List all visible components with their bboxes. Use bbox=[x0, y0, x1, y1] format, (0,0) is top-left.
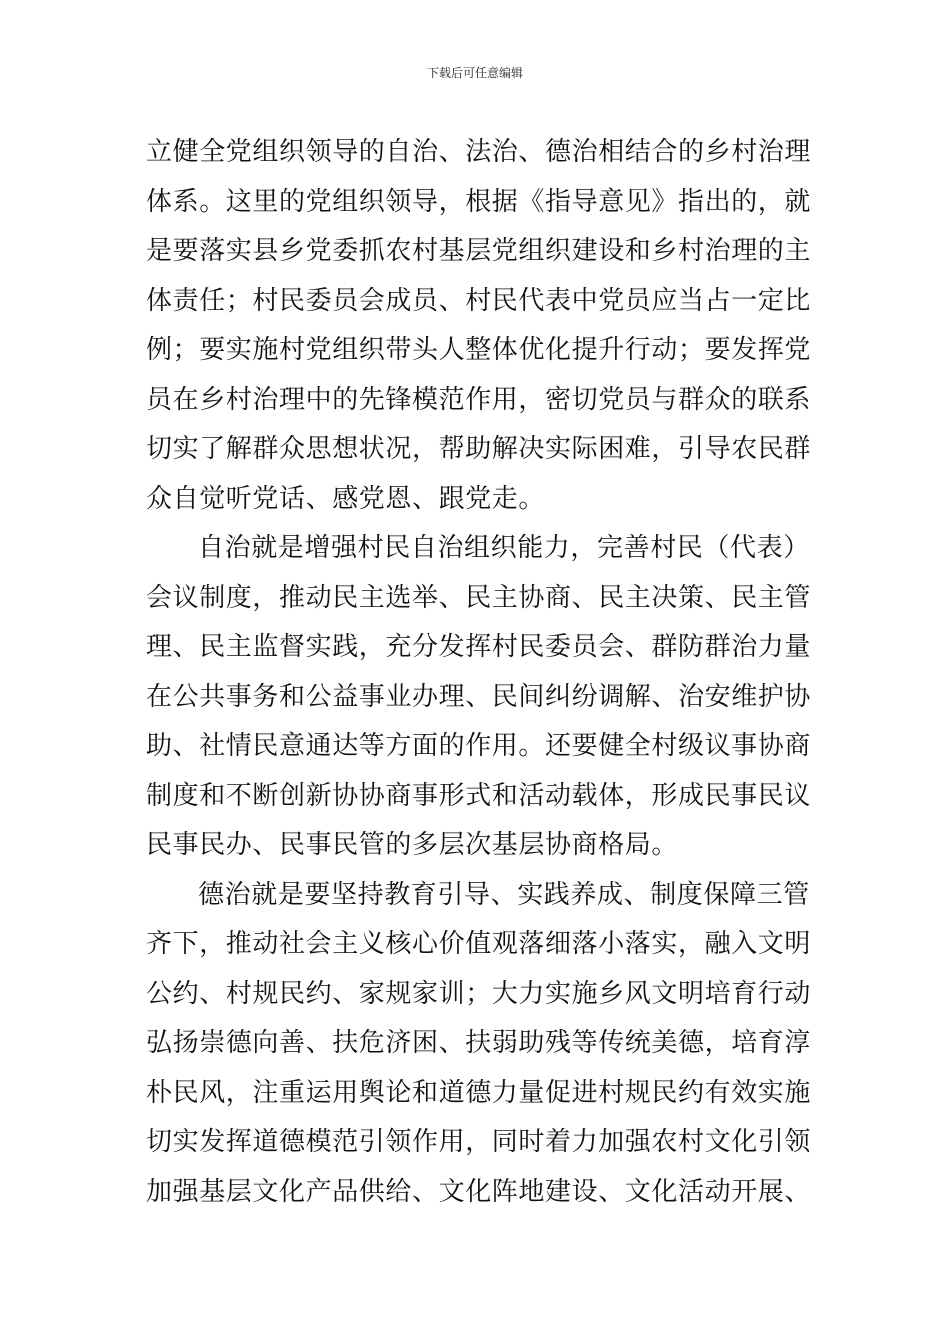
text-line: 理、民主监督实践，充分发挥村民委员会、群防群治力量 bbox=[146, 632, 812, 662]
text-line: 是要落实县乡党委抓农村基层党组织建设和乡村治理的主 bbox=[146, 236, 812, 266]
text-line: 加强基层文化产品供给、文化阵地建设、文化活动开展、 bbox=[146, 1176, 812, 1207]
paragraph-start-line: 德治就是要坚持教育引导、实践养成、制度保障三管 bbox=[198, 879, 810, 910]
text-line: 切实发挥道德模范引领作用，同时着力加强农村文化引领 bbox=[146, 1127, 812, 1157]
text-line: 例；要实施村党组织带头人整体优化提升行动；要发挥党 bbox=[146, 335, 812, 365]
document-body bbox=[146, 128, 812, 1217]
page-header: 下载后可任意编辑 bbox=[426, 66, 523, 80]
text-line: 众自觉听党话、感党恩、跟党走。 bbox=[146, 483, 546, 514]
text-line: 立健全党组织领导的自治、法治、德治相结合的乡村治理 bbox=[146, 137, 812, 167]
text-line: 弘扬崇德向善、扶危济困、扶弱助残等传统美德，培育淳 bbox=[146, 1028, 812, 1058]
text-line: 体责任；村民委员会成员、村民代表中党员应当占一定比 bbox=[146, 285, 812, 316]
text-line: 切实了解群众思想状况，帮助解决实际困难，引导农民群 bbox=[146, 434, 812, 464]
text-line: 制度和不断创新协协商事形式和活动载体，形成民事民议 bbox=[146, 780, 812, 811]
text-line: 公约、村规民约、家规家训；大力实施乡风文明培育行动 bbox=[146, 978, 812, 1009]
text-line: 助、社情民意通达等方面的作用。还要健全村级议事协商 bbox=[146, 731, 812, 761]
text-line: 体系。这里的党组织领导，根据《指导意见》指出的，就 bbox=[146, 186, 812, 217]
text-line: 齐下，推动社会主义核心价值观落细落小落实，融入文明 bbox=[146, 929, 812, 959]
text-line: 员在乡村治理中的先锋模范作用，密切党员与群众的联系 bbox=[146, 384, 812, 415]
text-line: 朴民风，注重运用舆论和道德力量促进村规民约有效实施 bbox=[146, 1077, 812, 1108]
text-line: 在公共事务和公益事业办理、民间纠纷调解、治安维护协 bbox=[146, 681, 812, 712]
text-line: 民事民办、民事民管的多层次基层协商格局。 bbox=[146, 830, 679, 860]
paragraph-start-line: 自治就是增强村民自治组织能力，完善村民（代表） bbox=[198, 533, 810, 563]
text-line: 会议制度，推动民主选举、民主协商、民主决策、民主管 bbox=[146, 582, 812, 613]
